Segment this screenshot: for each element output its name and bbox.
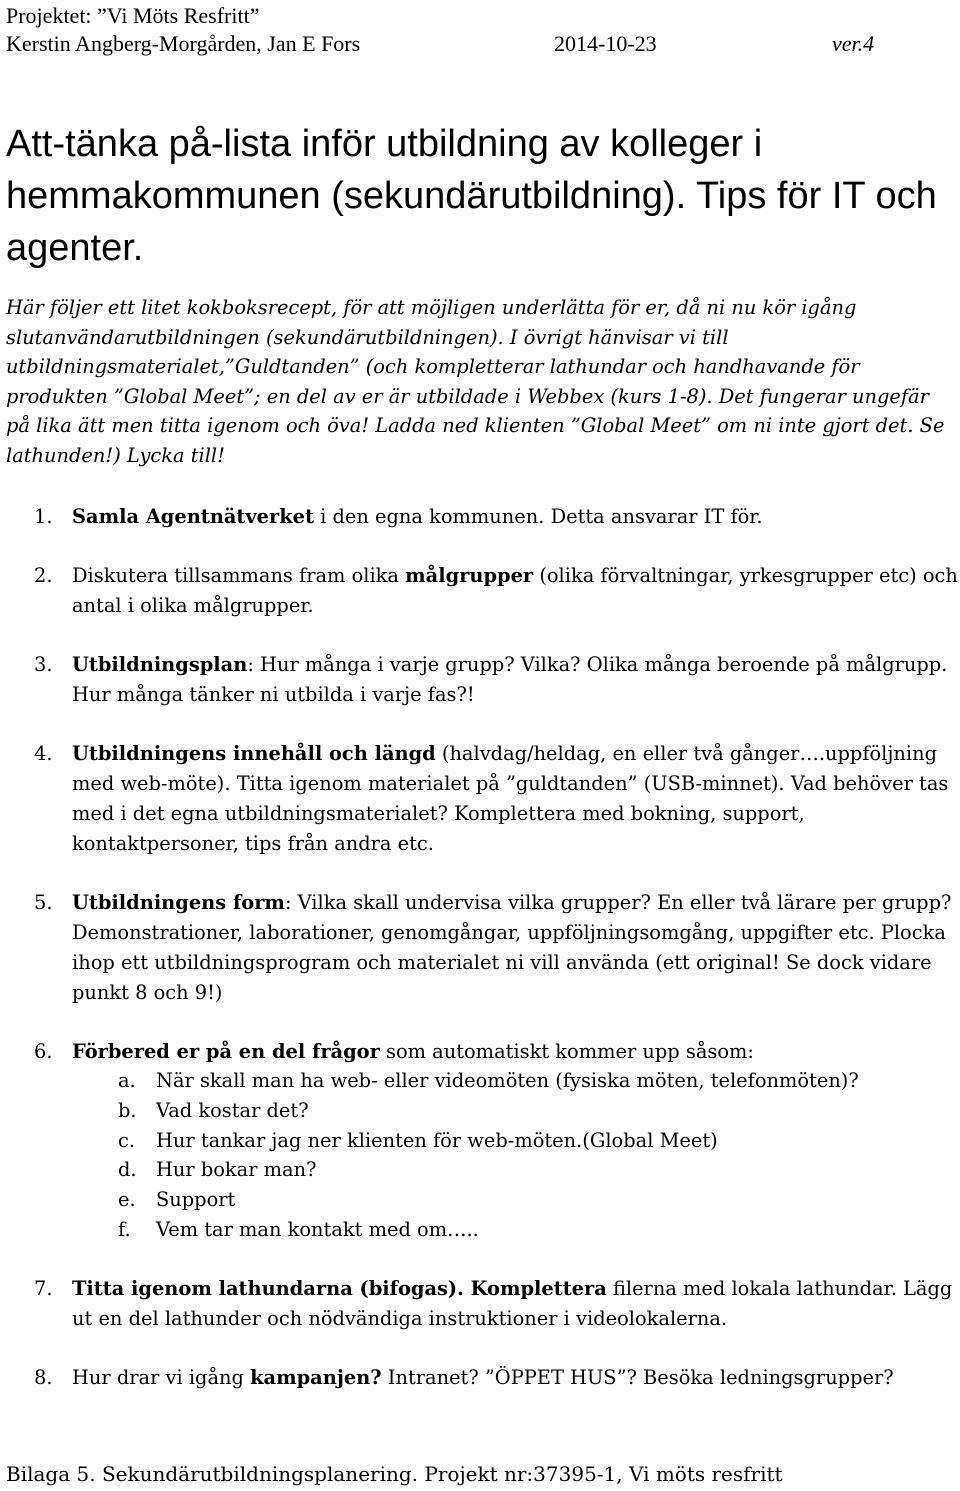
sub-item-text: Vem tar man kontakt med om….. bbox=[156, 1218, 479, 1241]
sub-item-text: Hur bokar man? bbox=[156, 1158, 317, 1181]
document-title: Att-tänka på-lista inför utbildning av kolleger i hemmakommunen (sekundärutbildning). Tips för IT och agenter. bbox=[6, 123, 937, 269]
item-text bbox=[72, 561, 958, 621]
sub-item-text: När skall man ha web- eller videomöten (fysiska möten, telefonmöten)? bbox=[156, 1069, 859, 1092]
sub-item-letter: e. bbox=[118, 1188, 136, 1211]
item-number: 3. bbox=[34, 653, 53, 676]
intro-paragraph: Här följer ett litet kokboksrecept, för att möjligen underlätta för er, då ni nu kör igång slutanvändarutbildningen (sekundärutbildningen). I övrigt hänvisar vi till utbildningsmaterialet,”Guldtanden” (och kompletterar lathundar och handhavande för produkten ”Global Meet”; en del av er är utbildade i Webbex (kurs 1-8). Det fungerar ungefär på lika ätt men titta igenom och öva! Ladda ned klienten ”Global Meet” om ni inte gjort det. Se lathunden!) Lycka till! bbox=[6, 296, 945, 467]
item-number: 8. bbox=[34, 1366, 53, 1389]
item-rest: : Hur många i varje grupp? Vilka? Olika många beroende på målgrupp. Hur många tänker ni utbilda i varje fas?! bbox=[72, 653, 948, 706]
item-bold: kampanjen? bbox=[250, 1366, 382, 1389]
header-date: 2014-10-23 bbox=[554, 31, 657, 56]
sub-item-letter: a. bbox=[118, 1069, 136, 1092]
item-number: 2. bbox=[34, 564, 53, 587]
item-number: 1. bbox=[34, 505, 53, 528]
header-project: Projektet: ”Vi Möts Resfritt” bbox=[6, 3, 260, 28]
item-number: 6. bbox=[34, 1040, 53, 1063]
item-text bbox=[72, 739, 958, 859]
item-pre: Hur drar vi igång bbox=[72, 1366, 251, 1389]
sub-item-letter: d. bbox=[118, 1158, 137, 1181]
item-text bbox=[72, 1037, 958, 1067]
item-bold: Utbildningens innehåll och längd bbox=[72, 742, 436, 765]
item-bold: Utbildningsplan bbox=[72, 653, 248, 676]
item-rest: (olika förvaltningar, yrkesgrupper etc) och antal i olika målgrupper. bbox=[72, 564, 958, 617]
sub-item-letter: b. bbox=[118, 1099, 137, 1122]
item-text bbox=[72, 650, 958, 710]
header-version: ver.4 bbox=[832, 31, 875, 56]
item-text bbox=[72, 888, 958, 1008]
header-authors: Kerstin Angberg-Morgården, Jan E Fors bbox=[6, 31, 361, 56]
item-bold: Samla Agentnätverket bbox=[72, 505, 314, 528]
item-rest: : Vilka skall undervisa vilka grupper? En eller två lärare per grupp? Demonstrationer, laborationer, genomgångar, uppföljningsomgång, uppgifter etc. Plocka ihop ett utbildningsprogram och materialet ni vill använda (ett original! Se dock vidare punkt 8 och 9!) bbox=[72, 891, 952, 1004]
item-rest: (halvdag/heldag, en eller två gånger….uppföljning med web-möte). Titta igenom materialet på ”guldtanden” (USB-minnet). Vad behöver tas med i det egna utbildningsmaterialet? Komplettera med bokning, support, kontaktpersoner, tips från andra etc. bbox=[72, 742, 949, 855]
item-rest: i den egna kommunen. Detta ansvarar IT för. bbox=[313, 505, 763, 528]
item-bold: målgrupper bbox=[405, 564, 534, 587]
page-footer: Bilaga 5. Sekundärutbildningsplanering. Projekt nr:37395-1, Vi möts resfritt bbox=[6, 1462, 783, 1486]
sub-item-letter: c. bbox=[118, 1129, 136, 1152]
sub-item-text: Vad kostar det? bbox=[156, 1099, 309, 1122]
item-text bbox=[72, 502, 958, 532]
item-bold: Titta igenom lathundarna (bifogas). Komplettera bbox=[72, 1277, 607, 1300]
item-rest: filerna med lokala lathundar. Lägg ut en del lathunder och nödvändiga instruktioner i videolokalerna. bbox=[72, 1277, 953, 1330]
sub-item-text: Hur tankar jag ner klienten för web-möten.(Global Meet) bbox=[156, 1129, 718, 1152]
sub-item-letter: f. bbox=[118, 1218, 131, 1241]
item-rest: Intranet? ”ÖPPET HUS”? Besöka ledningsgrupper? bbox=[381, 1366, 894, 1389]
item-text bbox=[72, 1274, 958, 1334]
item-number: 5. bbox=[34, 891, 53, 914]
sub-item-text: Support bbox=[156, 1188, 236, 1211]
item-bold: Förbered er på en del frågor bbox=[72, 1040, 380, 1063]
item-number: 7. bbox=[34, 1277, 53, 1300]
item-rest: som automatiskt kommer upp såsom: bbox=[379, 1040, 754, 1063]
item-text bbox=[72, 1363, 958, 1393]
item-bold: Utbildningens form bbox=[72, 891, 285, 914]
header-meta bbox=[6, 30, 886, 58]
item-pre: Diskutera tillsammans fram olika bbox=[72, 564, 406, 587]
item-number: 4. bbox=[34, 742, 53, 765]
